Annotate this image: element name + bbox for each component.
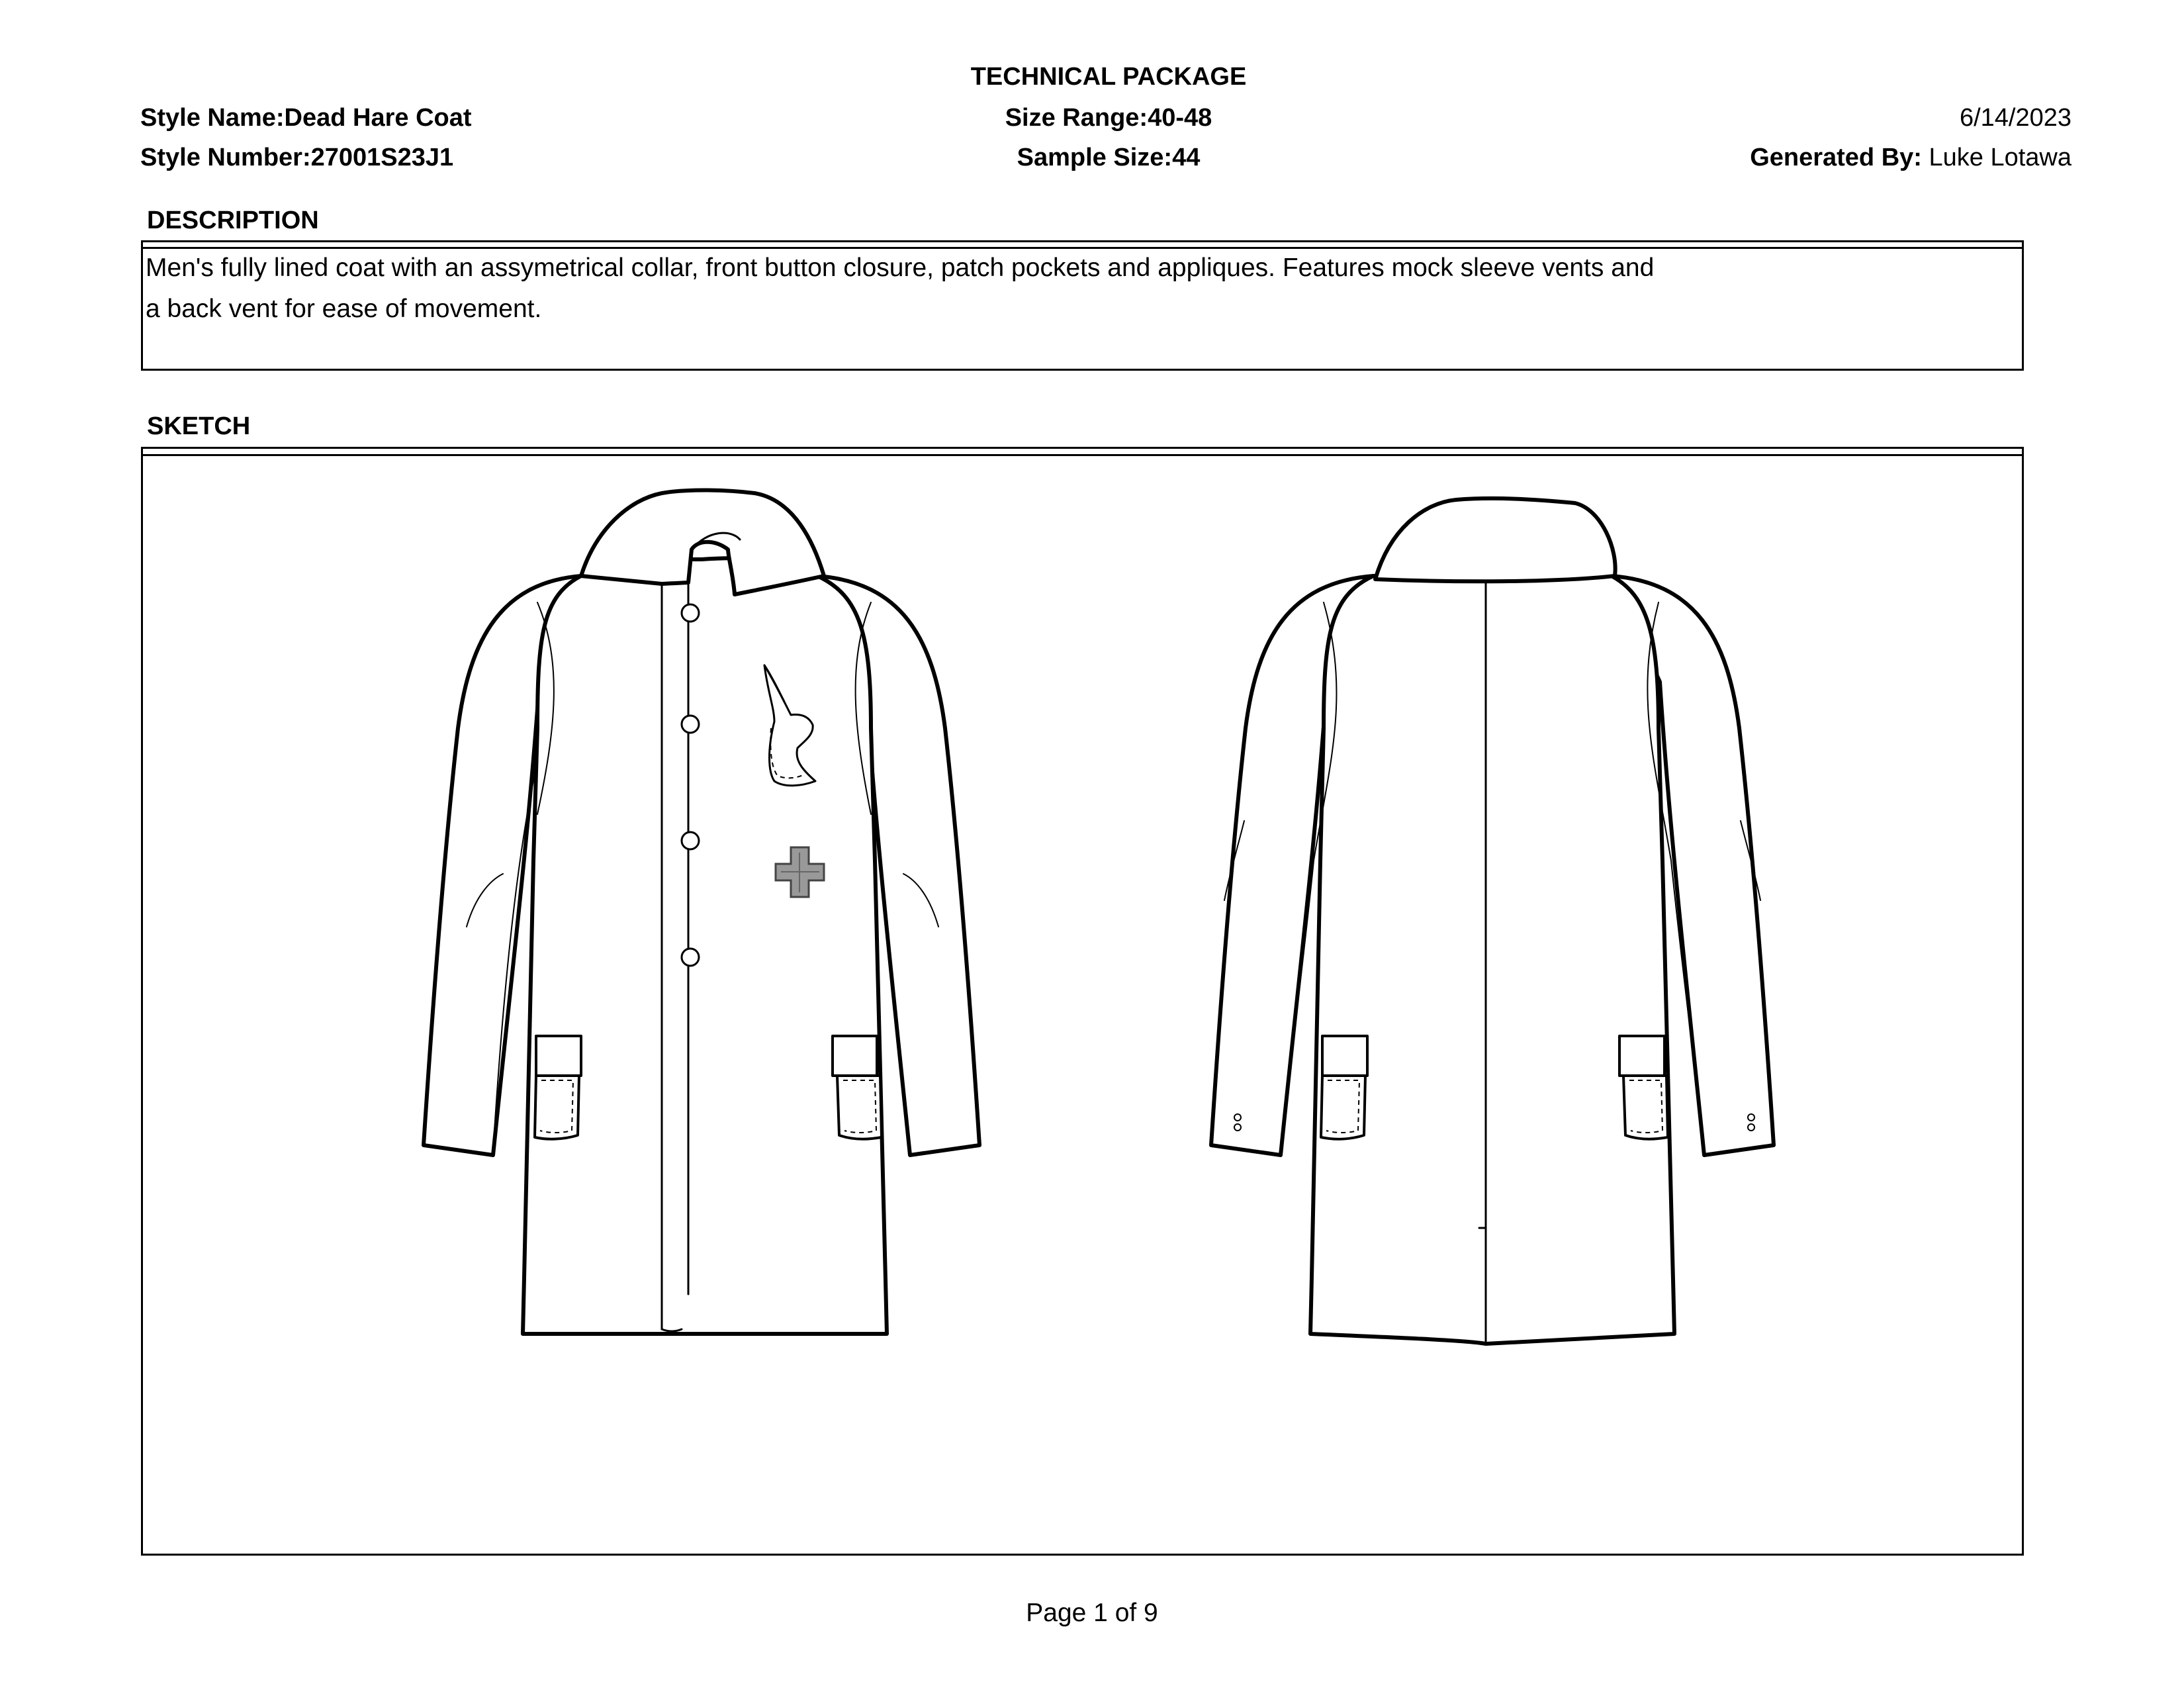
- coat-back-view: [1211, 498, 1774, 1344]
- date: 6/14/2023: [1959, 104, 2071, 132]
- sample-size-value: 44: [1172, 144, 1201, 171]
- back-left-sleeve-button-2: [1234, 1124, 1241, 1131]
- front-button-1: [682, 604, 699, 622]
- size-range-label: Size Range:: [1005, 104, 1148, 132]
- back-body: [1310, 576, 1674, 1344]
- back-right-sleeve-button-1: [1748, 1114, 1754, 1121]
- front-right-pocket: [833, 1036, 882, 1139]
- coat-front-view: [424, 490, 979, 1334]
- generated-by-value: Luke Lotawa: [1929, 144, 2071, 171]
- style-number-label: Style Number:: [140, 144, 311, 171]
- description-line-2: a back vent for ease of movement.: [146, 295, 542, 323]
- description-heading: DESCRIPTION: [147, 207, 319, 234]
- generated-by-label: Generated By:: [1750, 144, 1922, 171]
- size-range-value: 40-48: [1148, 104, 1212, 132]
- sample-size-label: Sample Size:: [1017, 144, 1173, 171]
- style-name-label: Style Name:: [140, 104, 285, 132]
- back-right-pocket: [1619, 1036, 1668, 1139]
- front-button-3: [682, 832, 699, 849]
- back-left-pocket: [1321, 1036, 1367, 1139]
- back-left-sleeve-button-1: [1234, 1114, 1241, 1121]
- description-line-1: Men's fully lined coat with an assymetrical collar, front button closure, patch pockets and appliques. Features mock sleeve vents and: [146, 254, 1655, 282]
- front-left-pocket: [535, 1036, 581, 1139]
- front-body: [523, 558, 887, 1334]
- front-button-2: [682, 716, 699, 733]
- back-right-sleeve-button-2: [1748, 1124, 1754, 1131]
- document-title: TECHNICAL PACKAGE: [970, 63, 1247, 91]
- back-collar: [1375, 498, 1615, 581]
- sketch-heading: SKETCH: [147, 412, 251, 440]
- style-number-value: 27001S23J1: [310, 144, 454, 171]
- style-name-value: Dead Hare Coat: [284, 104, 472, 132]
- front-button-4: [682, 949, 699, 966]
- page-number: Page 1 of 9: [1026, 1599, 1158, 1627]
